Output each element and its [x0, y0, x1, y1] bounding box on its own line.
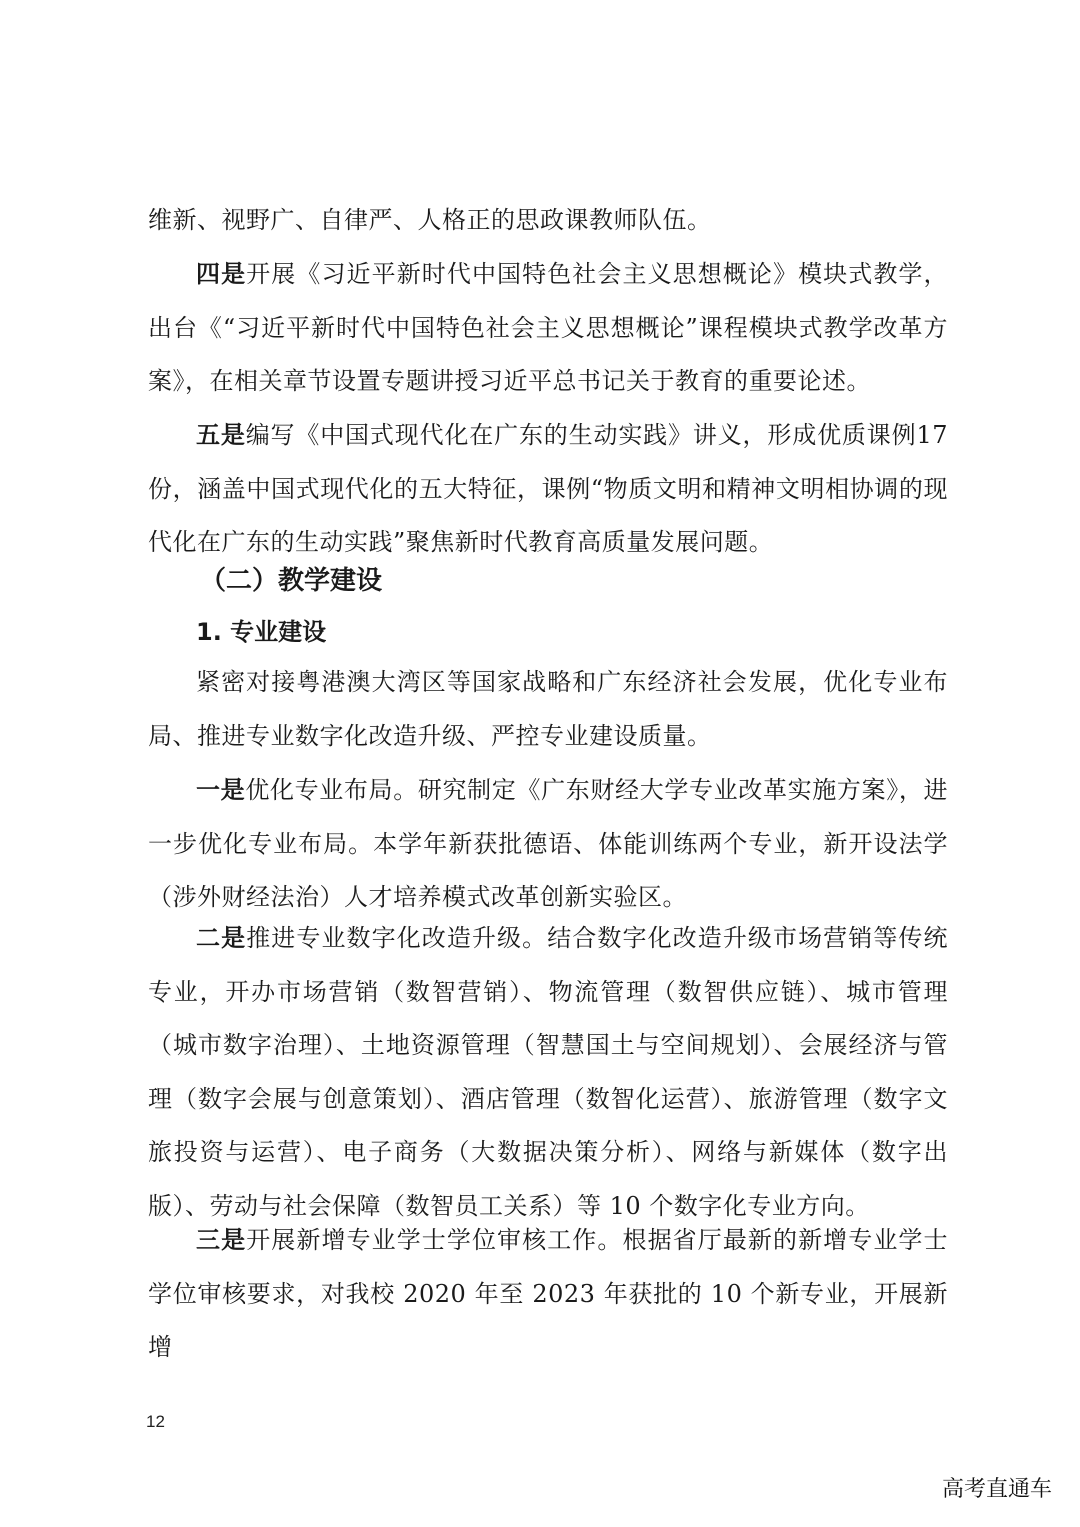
paragraph-lead: 一是: [196, 775, 246, 804]
section-heading: （二）教学建设: [200, 566, 383, 596]
watermark-text: 高考直通车: [941, 1477, 1052, 1502]
paragraph-text: 推进专业数字化改造升级。结合数字化改造升级市场营销等传统专业，开办市场营销（数智营销）、物流管理（数智供应链）、城市管理（城市数字治理）、土地资源管理（智慧国土与空间规划）、会展经济与管理（数字会展与创意策划）、酒店管理（数智化运营）、旅游管理（数字文旅投资与运营）、电子商务（大数据决策分析）、网络与新媒体（数字出版）、劳动与社会保障（数智员工关系）等 10 个数字化专业方向。: [148, 924, 949, 1220]
paragraph-five: [148, 408, 948, 570]
paragraph-lead: 五是: [196, 420, 246, 449]
paragraph-text: 编写《中国式现代化在广东的生动实践》讲义，形成优质课例17份，涵盖中国式现代化的五大特征，课例“物质文明和精神文明相协调的现代化在广东的生动实践”聚焦新时代教育高质量发展问题。: [148, 421, 948, 556]
paragraph-lead: 三是: [196, 1225, 247, 1254]
paragraph-text: 开展新增专业学士学位审核工作。根据省厅最新的新增专业学士学位审核要求，对我校 2020 年至 2023 年获批的 10 个新专业，开展新增: [148, 1226, 949, 1361]
paragraph-text: 维新、视野广、自律严、人格正的思政课教师队伍。: [148, 206, 712, 234]
sub-heading: 1. 专业建设: [196, 618, 327, 646]
paragraph-four: [148, 247, 948, 409]
paragraph-text: 开展《习近平新时代中国特色社会主义思想概论》模块式教学，出台《“习近平新时代中国特色社会主义思想概论”课程模块式教学改革方案》，在相关章节设置专题讲授习近平总书记关于教育的重要论述。: [148, 260, 949, 395]
paragraph-intro: [148, 656, 948, 763]
paragraph-lead: 四是: [196, 259, 247, 288]
paragraph-one: [148, 763, 948, 925]
paragraph-lead: 二是: [196, 923, 247, 952]
paragraph-text: 紧密对接粤港澳大湾区等国家战略和广东经济社会发展，优化专业布局、推进专业数字化改造升级、严控专业建设质量。: [148, 668, 948, 750]
page-number: 12: [146, 1412, 165, 1431]
paragraph-two: [148, 911, 948, 1233]
paragraph-continuation: [148, 194, 948, 248]
paragraph-text: 优化专业布局。研究制定《广东财经大学专业改革实施方案》，进一步优化专业布局。本学年新获批德语、体能训练两个专业，新开设法学（涉外财经法治）人才培养模式改革创新实验区。: [148, 776, 949, 911]
paragraph-three: [148, 1213, 948, 1375]
